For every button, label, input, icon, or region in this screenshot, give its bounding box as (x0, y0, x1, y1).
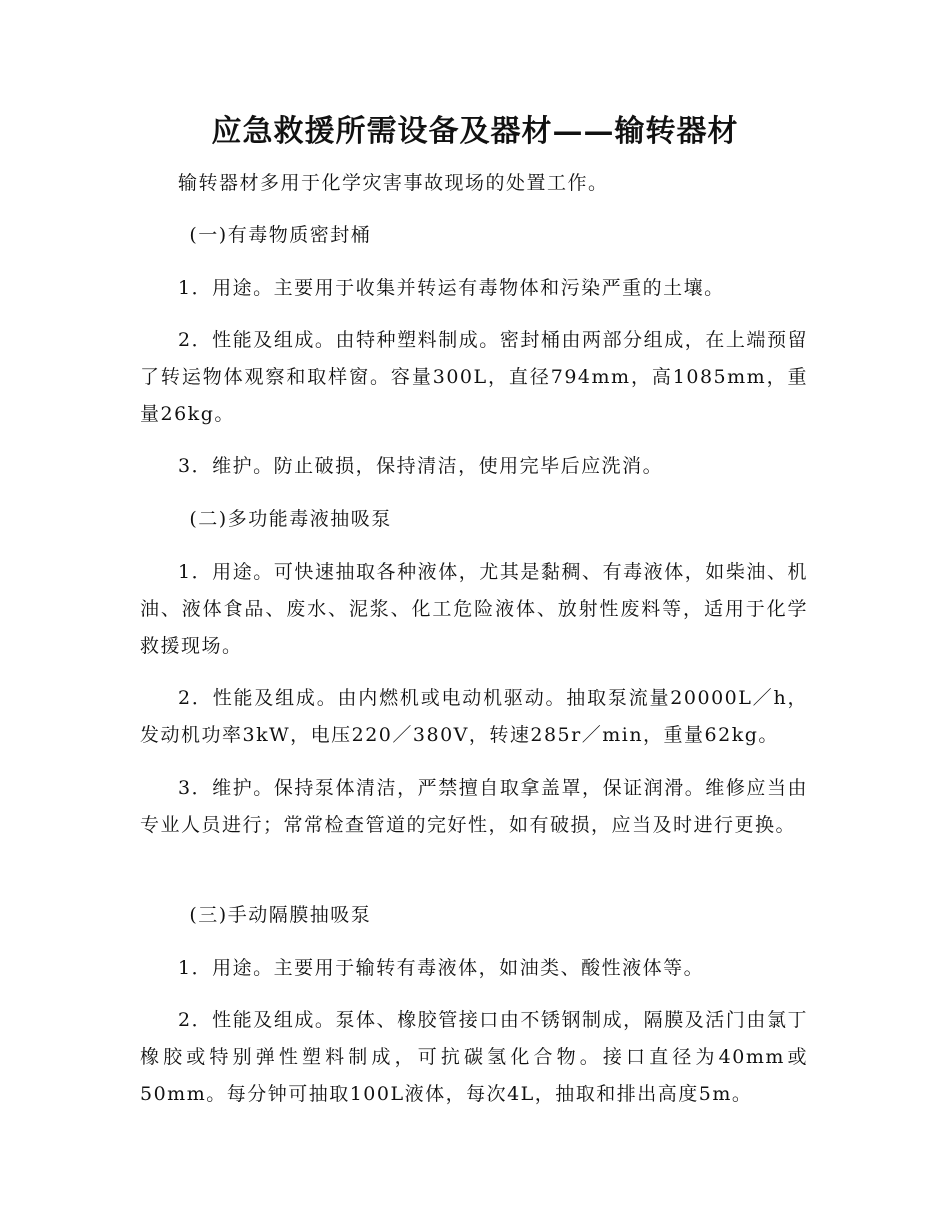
section-2-item-2: 2．性能及组成。由内燃机或电动机驱动。抽取泵流量20000L／h，发动机功率3kW，电压220／380V，转速285r／min，重量62kg。 (140, 687, 808, 746)
intro-paragraph: 输转器材多用于化学灾害事故现场的处置工作。 (178, 172, 609, 194)
section-3-item-1: 1．用途。主要用于输转有毒液体，如油类、酸性液体等。 (178, 957, 705, 979)
section-2-item-3: 3．维护。保持泵体清洁，严禁擅自取拿盖罩，保证润滑。维修应当由专业人员进行；常常检查管道的完好性，如有破损，应当及时进行更换。 (140, 777, 808, 836)
page-title: 应急救援所需设备及器材——输转器材 (211, 114, 739, 149)
section-1-item-1: 1．用途。主要用于收集并转运有毒物体和污染严重的土壤。 (178, 277, 725, 299)
section-1-item-3: 3．维护。防止破损，保持清洁，使用完毕后应洗消。 (178, 455, 664, 477)
section-heading-1: (一)有毒物质密封桶 (189, 224, 372, 246)
section-3-item-2: 2．性能及组成。泵体、橡胶管接口由不锈钢制成，隔膜及活门由氯丁橡胶或特别弹性塑料制成，可抗碳氢化合物。接口直径为40mm或50mm。每分钟可抽取100L液体，每次4L，抽取和排出高度5m。 (140, 1009, 808, 1105)
section-heading-2: (二)多功能毒液抽吸泵 (189, 508, 392, 530)
section-2-item-1: 1．用途。可快速抽取各种液体，尤其是黏稠、有毒液体，如柴油、机油、液体食品、废水、泥浆、化工危险液体、放射性废料等，适用于化学救援现场。 (140, 561, 808, 657)
section-heading-3: (三)手动隔膜抽吸泵 (189, 904, 372, 926)
section-1-item-2: 2．性能及组成。由特种塑料制成。密封桶由两部分组成，在上端预留了转运物体观察和取样窗。容量300L，直径794mm，高1085mm，重量26kg。 (140, 329, 808, 425)
